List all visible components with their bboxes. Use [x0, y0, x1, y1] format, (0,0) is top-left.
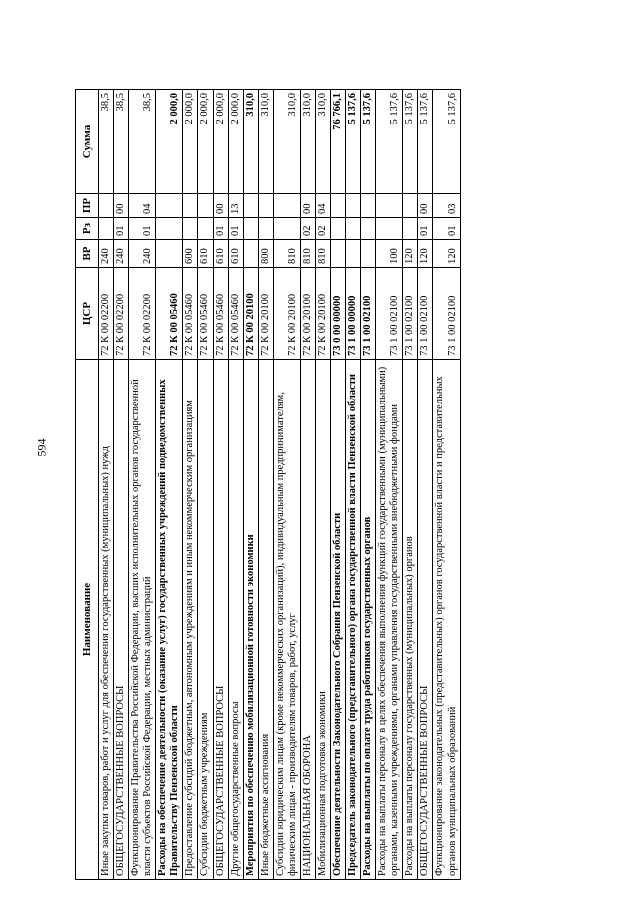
page-number: 594: [34, 438, 49, 457]
table-row: [331, 90, 346, 880]
table-row: [315, 90, 330, 880]
table-row: [243, 90, 258, 880]
cell-sum: 5 137,6: [376, 90, 403, 194]
cell-csr: 72 К 00 02200: [99, 268, 114, 360]
cell-sum: 76 766,1: [331, 90, 346, 194]
cell-pr: [403, 194, 418, 218]
cell-name: Расходы на выплаты по оплате труда работников государственных органов: [361, 360, 376, 880]
cell-csr: 72 К 00 02200: [114, 268, 129, 360]
cell-vr: 120: [403, 240, 418, 268]
cell-vr: 610: [213, 240, 228, 268]
cell-rz: 01: [129, 218, 156, 240]
table-row: [198, 90, 213, 880]
cell-name: Субсидии юридическим лицам (кроме некоммерческих организаций), индивидуальным предпринимателям, физическим лицам - производителям товаров, работ, услуг: [273, 360, 300, 880]
cell-sum: 38,5: [99, 90, 114, 194]
cell-name: Обеспечение деятельности Законодательного Собрания Пензенской области: [331, 360, 346, 880]
cell-sum: 5 137,6: [361, 90, 376, 194]
cell-vr: 240: [99, 240, 114, 268]
cell-vr: 610: [198, 240, 213, 268]
cell-vr: 610: [228, 240, 243, 268]
cell-pr: 03: [433, 194, 460, 218]
cell-name: ОБЩЕГОСУДАРСТВЕННЫЕ ВОПРОСЫ: [213, 360, 228, 880]
cell-name: ОБЩЕГОСУДАРСТВЕННЫЕ ВОПРОСЫ: [114, 360, 129, 880]
cell-sum: 5 137,6: [403, 90, 418, 194]
cell-name: Расходы на выплаты персоналу государственных (муниципальных) органов: [403, 360, 418, 880]
cell-sum: 5 137,6: [433, 90, 460, 194]
cell-csr: 72 К 00 05460: [156, 268, 183, 360]
cell-vr: 120: [418, 240, 433, 268]
cell-rz: [403, 218, 418, 240]
cell-csr: 73 0 00 00000: [331, 268, 346, 360]
table-header-row: [76, 90, 99, 880]
cell-csr: 72 К 00 05460: [198, 268, 213, 360]
cell-sum: 310,0: [273, 90, 300, 194]
cell-pr: 00: [300, 194, 315, 218]
cell-pr: [99, 194, 114, 218]
header-vr: ВР: [76, 240, 99, 268]
cell-vr: 600: [183, 240, 198, 268]
cell-pr: [273, 194, 300, 218]
cell-rz: [331, 218, 346, 240]
cell-rz: [183, 218, 198, 240]
rotated-page-content: [75, 90, 565, 880]
cell-vr: [243, 240, 258, 268]
cell-rz: 01: [213, 218, 228, 240]
header-sum: Сумма: [76, 90, 99, 194]
cell-sum: 5 137,6: [418, 90, 433, 194]
cell-name: Другие общегосударственные вопросы: [228, 360, 243, 880]
cell-rz: [361, 218, 376, 240]
cell-rz: [243, 218, 258, 240]
cell-csr: 72 К 00 20100: [273, 268, 300, 360]
cell-csr: 72 К 00 05460: [183, 268, 198, 360]
cell-sum: 310,0: [315, 90, 330, 194]
cell-rz: [346, 218, 361, 240]
cell-pr: [156, 194, 183, 218]
cell-rz: 01: [114, 218, 129, 240]
table-row: [228, 90, 243, 880]
cell-pr: 13: [228, 194, 243, 218]
cell-rz: [156, 218, 183, 240]
cell-rz: [273, 218, 300, 240]
cell-rz: 01: [228, 218, 243, 240]
cell-name: ОБЩЕГОСУДАРСТВЕННЫЕ ВОПРОСЫ: [418, 360, 433, 880]
cell-csr: 72 К 00 20100: [300, 268, 315, 360]
table-row: [114, 90, 129, 880]
cell-sum: 2 000,0: [183, 90, 198, 194]
table-row: [346, 90, 361, 880]
header-rz: Рз: [76, 218, 99, 240]
cell-name: Мероприятия по обеспечению мобилизационной готовности экономики: [243, 360, 258, 880]
cell-sum: 310,0: [258, 90, 273, 194]
table-row: [361, 90, 376, 880]
table-row: [99, 90, 114, 880]
header-csr: ЦСР: [76, 268, 99, 360]
cell-sum: 2 000,0: [156, 90, 183, 194]
header-pr: ПР: [76, 194, 99, 218]
table-row: [376, 90, 403, 880]
cell-vr: [331, 240, 346, 268]
cell-sum: 5 137,6: [346, 90, 361, 194]
table-row: [433, 90, 460, 880]
cell-rz: [99, 218, 114, 240]
cell-sum: 2 000,0: [198, 90, 213, 194]
table-row: [403, 90, 418, 880]
header-name: Наименование: [76, 360, 99, 880]
cell-vr: [361, 240, 376, 268]
cell-rz: 01: [433, 218, 460, 240]
cell-name: Расходы на обеспечение деятельности (оказание услуг) государственных учреждений подведомственных Правительству Пензенской области: [156, 360, 183, 880]
cell-vr: 810: [273, 240, 300, 268]
cell-vr: 800: [258, 240, 273, 268]
cell-vr: [156, 240, 183, 268]
cell-pr: 04: [129, 194, 156, 218]
cell-csr: 72 К 00 20100: [315, 268, 330, 360]
cell-vr: 810: [300, 240, 315, 268]
cell-rz: [258, 218, 273, 240]
cell-csr: 72 К 00 02200: [129, 268, 156, 360]
table-row: [156, 90, 183, 880]
cell-sum: 2 000,0: [228, 90, 243, 194]
table-row: [129, 90, 156, 880]
cell-pr: 00: [213, 194, 228, 218]
cell-name: Иные бюджетные ассигнования: [258, 360, 273, 880]
cell-pr: [376, 194, 403, 218]
cell-csr: 72 К 00 20100: [258, 268, 273, 360]
table-body: [99, 90, 461, 880]
cell-csr: 73 1 00 00000: [346, 268, 361, 360]
cell-pr: [346, 194, 361, 218]
cell-name: Функционирование законодательных (представительных) органов государственной власти и представительных органов муниципальных образований: [433, 360, 460, 880]
cell-sum: 310,0: [243, 90, 258, 194]
cell-vr: 810: [315, 240, 330, 268]
cell-vr: 240: [114, 240, 129, 268]
table-row: [300, 90, 315, 880]
cell-vr: 100: [376, 240, 403, 268]
cell-pr: [198, 194, 213, 218]
cell-name: Иные закупки товаров, работ и услуг для обеспечения государственных (муниципальных) нужд: [99, 360, 114, 880]
cell-name: Расходы на выплаты персоналу в целях обеспечения выполнения функций государственными (муниципальными) органами, казенными учреждениями, органами управления государственными внебюджетными фондами: [376, 360, 403, 880]
cell-pr: [361, 194, 376, 218]
cell-rz: 01: [418, 218, 433, 240]
cell-csr: 73 1 00 02100: [418, 268, 433, 360]
cell-rz: 02: [315, 218, 330, 240]
table-row: [183, 90, 198, 880]
cell-name: Предоставление субсидий бюджетным, автономным учреждениям и иным некоммерческим организациям: [183, 360, 198, 880]
cell-csr: 72 К 00 05460: [213, 268, 228, 360]
cell-pr: 00: [418, 194, 433, 218]
cell-sum: 38,5: [129, 90, 156, 194]
cell-rz: [376, 218, 403, 240]
cell-rz: [198, 218, 213, 240]
cell-csr: 73 1 00 02100: [403, 268, 418, 360]
table-row: [213, 90, 228, 880]
cell-name: Субсидии бюджетным учреждениям: [198, 360, 213, 880]
table-row: [273, 90, 300, 880]
cell-name: Председатель законодательного (представительного) органа государственной власти Пензенской области: [346, 360, 361, 880]
cell-pr: [243, 194, 258, 218]
cell-name: Мобилизационная подготовка экономики: [315, 360, 330, 880]
cell-name: НАЦИОНАЛЬНАЯ ОБОРОНА: [300, 360, 315, 880]
cell-name: Функционирование Правительства Российской Федерации, высших исполнительных органов государственной власти субъектов Российской Федерации, местных администраций: [129, 360, 156, 880]
cell-rz: 02: [300, 218, 315, 240]
cell-csr: 72 К 00 20100: [243, 268, 258, 360]
cell-csr: 72 К 00 05460: [228, 268, 243, 360]
table-row: [418, 90, 433, 880]
cell-csr: 73 1 00 02100: [361, 268, 376, 360]
cell-pr: [183, 194, 198, 218]
cell-vr: 240: [129, 240, 156, 268]
cell-sum: 38,5: [114, 90, 129, 194]
cell-pr: 00: [114, 194, 129, 218]
cell-pr: 04: [315, 194, 330, 218]
cell-vr: 120: [433, 240, 460, 268]
cell-vr: [346, 240, 361, 268]
cell-csr: 73 1 00 02100: [376, 268, 403, 360]
cell-pr: [258, 194, 273, 218]
cell-pr: [331, 194, 346, 218]
budget-table: [75, 89, 461, 880]
cell-sum: 310,0: [300, 90, 315, 194]
table-row: [258, 90, 273, 880]
cell-sum: 2 000,0: [213, 90, 228, 194]
cell-csr: 73 1 00 02100: [433, 268, 460, 360]
